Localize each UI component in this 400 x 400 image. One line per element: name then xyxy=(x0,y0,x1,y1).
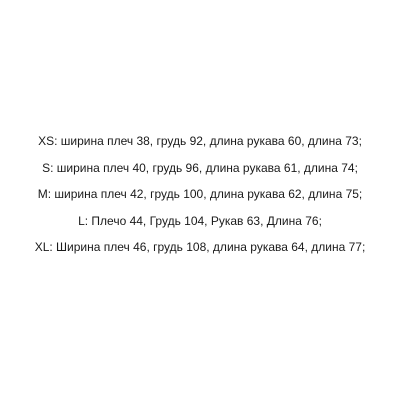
size-l-line: L: Плечо 44, Грудь 104, Рукав 63, Длина 76; xyxy=(78,213,322,228)
size-chart xyxy=(0,128,400,261)
size-xl-line: XL: Ширина плеч 46, грудь 108, длина рукава 64, длина 77; xyxy=(34,240,366,254)
size-s-line: S: ширина плеч 40, грудь 96, длина рукава 61, длина 74; xyxy=(42,160,358,175)
size-m-line: M: ширина плеч 42, грудь 100, длина рукава 62, длина 75; xyxy=(37,187,363,201)
size-xs-line: XS: ширина плеч 38, грудь 92, длина рукава 60, длина 73; xyxy=(38,134,362,148)
